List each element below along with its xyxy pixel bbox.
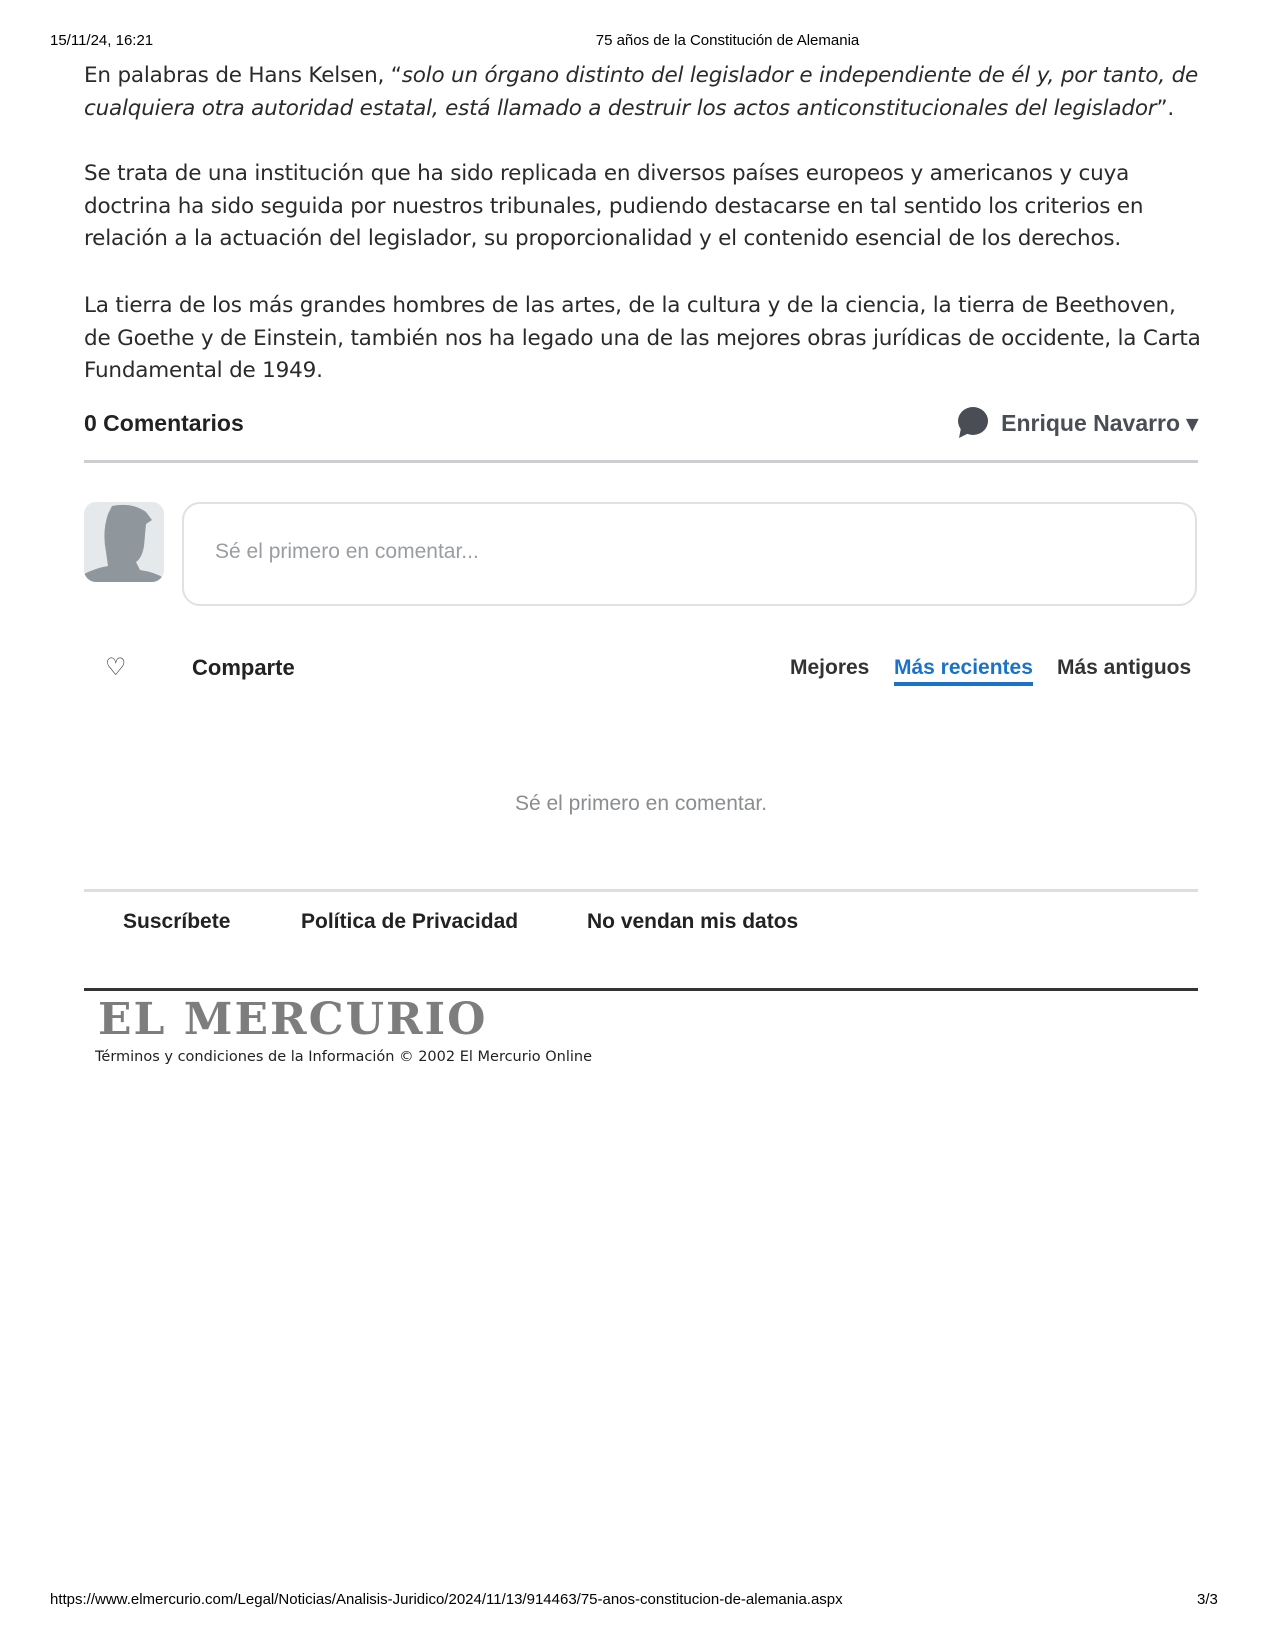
article-paragraph-3: La tierra de los más grandes hombres de las artes, de la cultura y de la ciencia, la tierra de Beethoven, de Goethe y de Einstein, también nos ha legado una de las mejores obras jurídicas de occidente, la Carta Fundamental de 1949.: [84, 293, 1201, 383]
footer-link-subscribe[interactable]: Suscríbete: [123, 910, 231, 933]
user-silhouette-icon: [84, 502, 164, 582]
kelsen-quote: solo un órgano distinto del legislador e independiente de él y, por tanto, de cualquiera otra autoridad estatal, está llamado a destruir los actos anticonstitucionales del legislador: [84, 63, 1199, 121]
terms-text[interactable]: Términos y condiciones de la Información © 2002 El Mercurio Online: [95, 1049, 592, 1065]
divider: [84, 460, 1198, 463]
comment-input[interactable]: [182, 502, 1197, 606]
print-title: 75 años de la Constitución de Alemania: [595, 32, 860, 49]
print-datetime: 15/11/24, 16:21: [50, 32, 154, 49]
user-menu[interactable]: [955, 406, 1198, 440]
comment-count: 0 Comentarios: [84, 410, 244, 436]
footer-link-privacy[interactable]: Política de Privacidad: [301, 910, 519, 933]
divider: [84, 988, 1198, 991]
tab-newest[interactable]: Más recientes: [894, 656, 1033, 686]
print-url: https://www.elmercurio.com/Legal/Noticias/Analisis-Juridico/2024/11/13/914463/75-anos-constitucion-de-alemania.aspx: [50, 1591, 843, 1608]
article-paragraph-1: En palabras de Hans Kelsen, “solo un órgano distinto del legislador e independiente de él y, por tanto, de cualquiera otra autoridad estatal, está llamado a destruir los actos anticonstitucionales del legislador”.: [84, 63, 1199, 121]
empty-comments-text: Sé el primero en comentar.: [514, 792, 768, 815]
share-button[interactable]: Comparte: [192, 655, 295, 680]
footer-link-do-not-sell[interactable]: No vendan mis datos: [587, 910, 799, 933]
print-page-number: 3/3: [1197, 1591, 1218, 1608]
el-mercurio-logo: EL MERCURIO: [98, 994, 488, 1045]
article-paragraph-2: Se trata de una institución que ha sido replicada en diversos países europeos y americanos y cuya doctrina ha sido seguida por nuestros tribunales, pudiendo destacarse en tal sentido los criterios en relación a la actuación del legislador, su proporcionalidad y el contenido esencial de los derechos.: [84, 161, 1144, 251]
avatar: [84, 502, 164, 582]
comment-input-placeholder: Sé el primero en comentar...: [215, 540, 479, 563]
chat-bubble-icon: [955, 406, 989, 440]
tab-best[interactable]: Mejores: [790, 656, 870, 679]
heart-icon[interactable]: ♡: [105, 653, 127, 681]
tab-oldest[interactable]: Más antiguos: [1057, 656, 1192, 679]
divider: [84, 889, 1198, 892]
user-name: Enrique Navarro ▾: [1001, 409, 1198, 436]
